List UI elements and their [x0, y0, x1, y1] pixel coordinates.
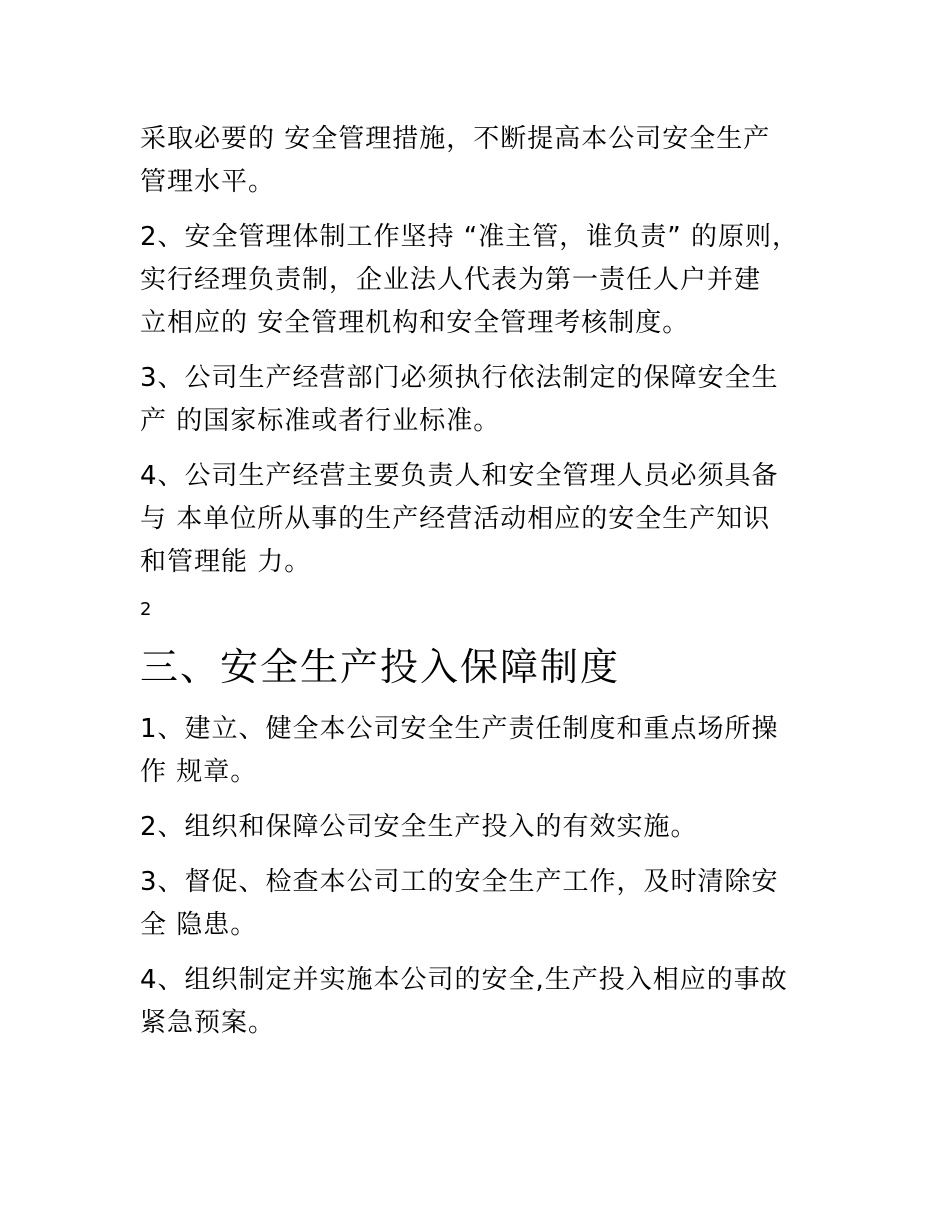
section-heading: 三、安全生产投入保障制度 [140, 645, 621, 689]
section3-item-4 [140, 959, 830, 1045]
text-line: 4、组织制定并实施本公司的安全,生产投入相应的事故 [140, 965, 788, 995]
text-line: 实行经理负责制，企业法人代表为第一责任人户并建 [140, 265, 762, 295]
section2-item-2 [140, 216, 830, 345]
intro-paragraph [140, 118, 830, 204]
section3-item-3 [140, 861, 830, 947]
section3-item-1 [140, 708, 830, 794]
text-line: 紧急预案。 [140, 1008, 276, 1038]
text-line: 管理水平。 [140, 167, 276, 197]
section2-item-4 [140, 455, 830, 584]
text-line: 作 规章。 [140, 757, 258, 787]
text-line: 与 本单位所从事的生产经营活动相应的安全生产知识 [140, 504, 771, 534]
text-line: 产 的国家标准或者行业标准。 [140, 406, 501, 436]
page-number: 2 [140, 599, 152, 620]
text-line: 采取必要的 安全管理措施，不断提高本公司安全生产 [140, 124, 771, 154]
document-page [140, 118, 830, 1057]
text-line: 1、建立、健全本公司安全生产责任制度和重点场所操 [140, 714, 779, 744]
text-line: 4、公司生产经营主要负责人和安全管理人员必须具备 [140, 461, 779, 491]
text-line: 2、安全管理体制工作坚持 “准主管，谁负责” 的原则， [140, 222, 800, 252]
text-line: 2、组织和保障公司安全生产投入的有效实施。 [140, 812, 698, 842]
text-line: 3、督促、检查本公司工的安全生产工作，及时清除安 [140, 867, 779, 897]
section3-item-2 [140, 806, 830, 849]
section2-item-3 [140, 357, 830, 443]
text-line: 全 隐患。 [140, 910, 258, 940]
text-line: 3、公司生产经营部门必须执行依法制定的保障安全生 [140, 363, 779, 393]
text-line: 立相应的 安全管理机构和安全管理考核制度。 [140, 308, 690, 338]
text-line: 和管理能 力。 [140, 547, 312, 577]
